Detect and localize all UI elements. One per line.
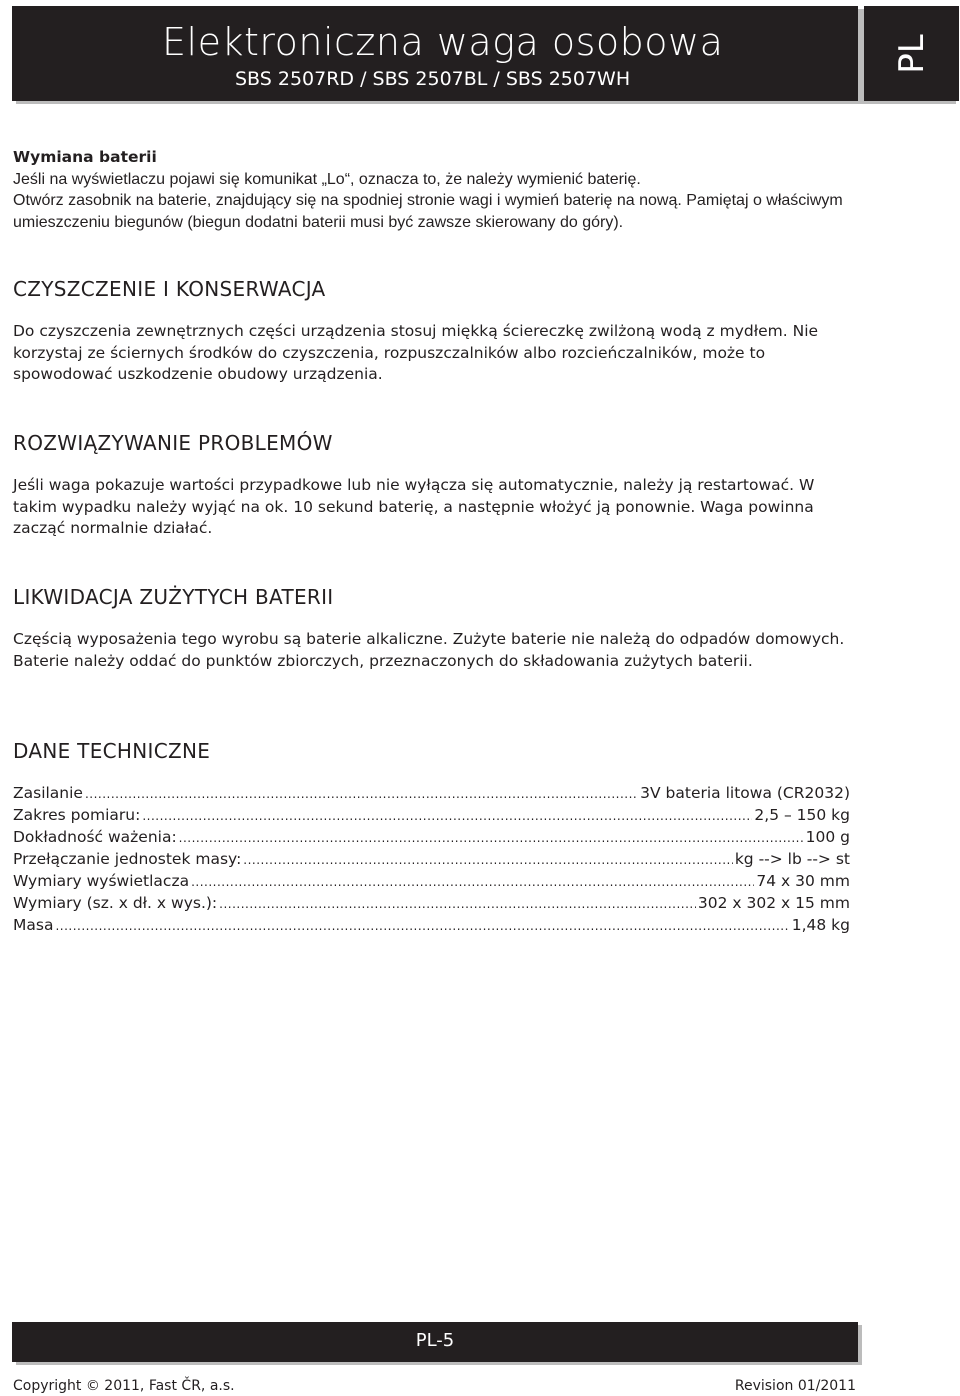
spec-value: 74 x 30 mm (756, 872, 850, 890)
spec-row (13, 827, 850, 849)
spec-label: Zakres pomiaru: (13, 806, 141, 824)
copyright-text: Copyright © 2011, Fast ČR, a.s. (13, 1378, 235, 1394)
spec-label: Przełączanie jednostek masy: (13, 850, 242, 868)
battery-section (13, 147, 853, 233)
spec-label: Wymiary (sz. x dł. x wys.): (13, 894, 218, 912)
spec-row (13, 805, 850, 827)
battery-line-2: Otwórz zasobnik na baterie, znajdujący się na spodniej stronie wagi i wymień baterię na nową. Pamiętaj o właściwym umieszczeniu biegunów (biegun dodatni baterii musi być zawsze skierowany do góry). (13, 192, 843, 231)
spec-value: 3V bateria litowa (CR2032) (640, 784, 850, 802)
spec-value: 100 g (805, 828, 850, 846)
troubleshooting-text: Jeśli waga pokazuje wartości przypadkowe lub nie wyłącza się automatycznie, należy ją restartować. W takim wypadku należy wyjąć na ok. 10 sekund baterię, a następnie włożyć ją ponownie. Waga powinna zacząć normalnie działać. (13, 476, 815, 537)
troubleshooting-section (13, 475, 853, 540)
language-code: PL (891, 33, 932, 74)
specs-heading: DANE TECHNICZNE (13, 739, 211, 763)
cleaning-section (13, 321, 853, 386)
language-tab (864, 6, 959, 101)
troubleshooting-heading: ROZWIĄZYWANIE PROBLEMÓW (13, 431, 333, 455)
footer-bar (12, 1322, 858, 1362)
battery-line-1: Jeśli na wyświetlaczu pojawi się komunikat „Lo“, oznacza to, że należy wymienić baterię. (13, 170, 641, 188)
spec-row (13, 915, 850, 937)
dot-leader (179, 828, 804, 849)
dot-leader (142, 806, 752, 827)
battery-heading: Wymiana baterii (13, 148, 157, 166)
disposal-heading: LIKWIDACJA ZUŻYTYCH BATERII (13, 585, 334, 609)
dot-leader (219, 894, 696, 915)
disposal-text-2: Baterie należy oddać do punktów zbiorczych, przeznaczonych do składowania zużytych baterii. (13, 651, 753, 670)
model-numbers: SBS 2507RD / SBS 2507BL / SBS 2507WH (235, 68, 631, 90)
dot-leader (85, 784, 638, 805)
dot-leader (191, 872, 754, 893)
spec-value: 302 x 302 x 15 mm (697, 894, 850, 912)
spec-row (13, 849, 850, 871)
spec-label: Masa (13, 916, 54, 934)
page-number: PL-5 (415, 1330, 455, 1351)
spec-row (13, 871, 850, 893)
spec-value: 2,5 – 150 kg (754, 806, 850, 824)
spec-label: Dokładność ważenia: (13, 828, 177, 846)
spec-label: Zasilanie (13, 784, 83, 802)
cleaning-heading: CZYSZCZENIE I KONSERWACJA (13, 277, 326, 301)
specs-table (13, 783, 853, 937)
spec-row (13, 783, 850, 805)
disposal-section (13, 629, 853, 672)
dot-leader (55, 916, 789, 937)
dot-leader (243, 850, 733, 871)
spec-row (13, 893, 850, 915)
spec-value: kg --> lb --> st (734, 850, 850, 868)
document-title: Elektroniczna waga osobowa (162, 20, 724, 64)
header-bar (12, 6, 858, 101)
disposal-text-1: Częścią wyposażenia tego wyrobu są baterie alkaliczne. Zużyte baterie nie należą do odpadów domowych. (13, 630, 845, 648)
spec-value: 1,48 kg (791, 916, 850, 934)
cleaning-text: Do czyszczenia zewnętrznych części urządzenia stosuj miękką ściereczkę zwilżoną wodą z mydłem. Nie korzystaj ze ściernych środków do czyszczenia, rozpuszczalników albo rozcieńczalników, może to spowodować uszkodzenie obudowy urządzenia. (13, 322, 819, 383)
spec-label: Wymiary wyświetlacza (13, 872, 190, 890)
revision-text: Revision 01/2011 (734, 1378, 856, 1394)
